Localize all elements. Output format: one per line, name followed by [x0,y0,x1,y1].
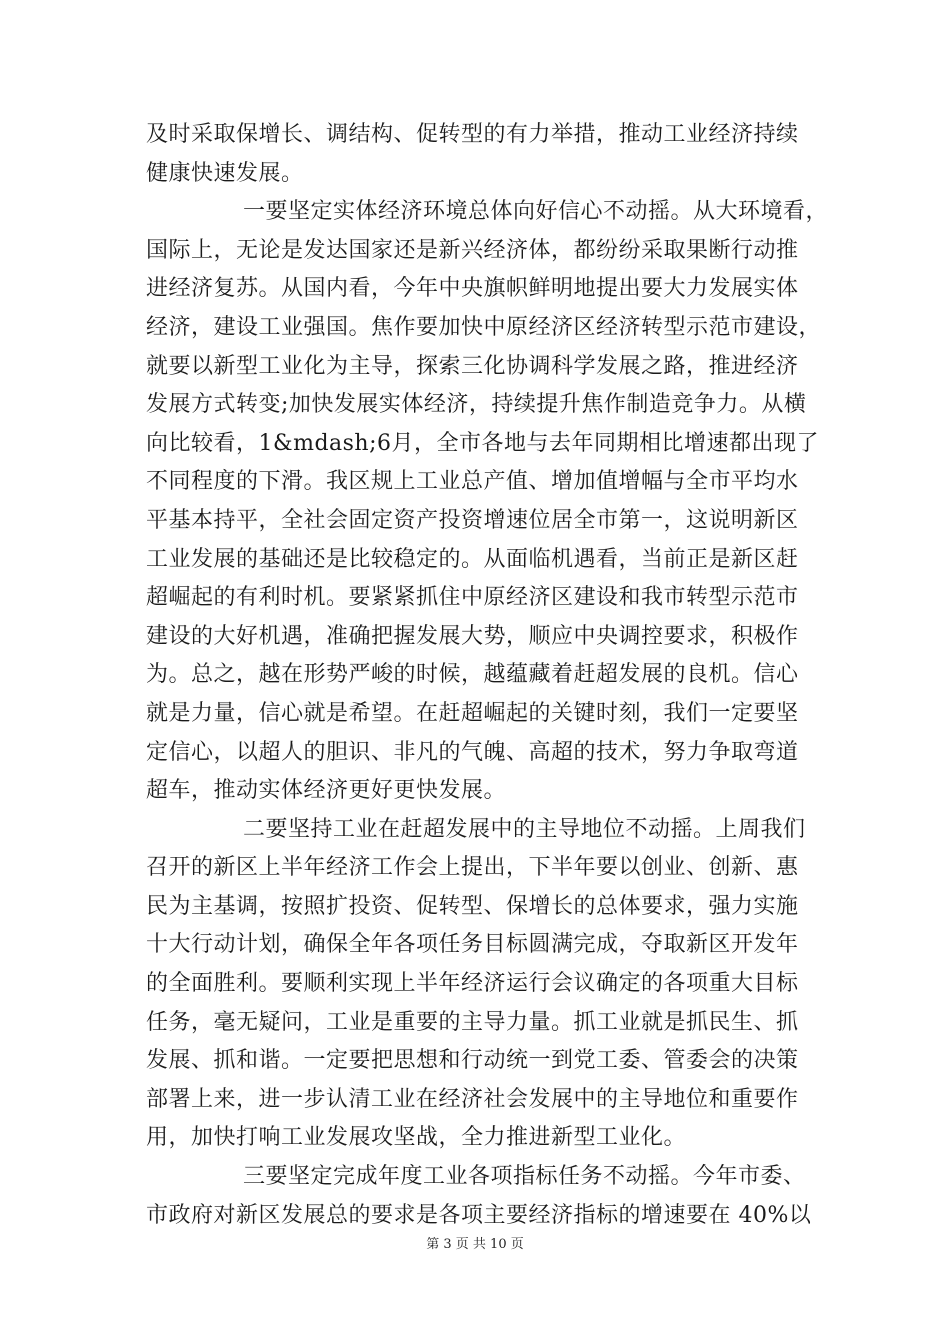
text-line: 召开的新区上半年经济工作会上提出，下半年要以创业、创新、惠 [146,855,799,881]
text-line: 向比较看，1&mdash;6月，全市各地与去年同期相比增速都出现了 [146,430,820,456]
text-line: 十大行动计划，确保全年各项任务目标圆满完成，夺取新区开发年 [146,932,799,958]
text-line-first: 三要坚定完成年度工业各项指标任务不动摇。今年市委、 [243,1164,806,1190]
text-line-first: 一要坚定实体经济环境总体向好信心不动摇。从大环境看， [243,199,829,225]
text-line: 市政府对新区发展总的要求是各项主要经济指标的增速要在 40%以 [146,1202,812,1228]
paragraph-continuation [146,116,806,193]
text-line: 健康快速发展。 [146,160,304,186]
page-number-indicator: 第 3 页 共 10 页 [426,1237,524,1252]
text-line: 建设的大好机遇，准确把握发展大势，顺应中央调控要求，积极作 [146,623,799,649]
text-line: 民为主基调，按照扩投资、促转型、保增长的总体要求，强力实施 [146,893,799,919]
text-line: 就要以新型工业化为主导，探索三化协调科学发展之路，推进经济 [146,353,799,379]
text-line: 及时采取保增长、调结构、促转型的有力举措，推动工业经济持续 [146,122,799,147]
text-line: 的全面胜利。要顺利实现上半年经济运行会议确定的各项重大目标 [146,971,799,997]
text-line: 用，加快打响工业发展攻坚战，全力推进新型工业化。 [146,1125,687,1151]
text-line: 发展方式转变;加快发展实体经济，持续提升焦作制造竞争力。从横 [146,392,807,418]
text-line: 国际上，无论是发达国家还是新兴经济体，都纷纷采取果断行动推 [146,237,799,263]
text-line-first: 二要坚持工业在赶超发展中的主导地位不动摇。上周我们 [243,816,806,842]
page-footer [0,1233,950,1252]
text-line: 工业发展的基础还是比较稳定的。从面临机遇看，当前正是新区赶 [146,546,799,572]
text-line: 任务，毫无疑问，工业是重要的主导力量。抓工业就是抓民生、抓 [146,1009,799,1035]
text-line: 就是力量，信心就是希望。在赶超崛起的关键时刻，我们一定要坚 [146,700,799,726]
text-line: 定信心，以超人的胆识、非凡的气魄、高超的技术，努力争取弯道 [146,739,799,765]
document-body [146,116,829,1235]
text-line: 不同程度的下滑。我区规上工业总产值、增加值增幅与全市平均水 [146,469,799,495]
text-line: 超车，推动实体经济更好更快发展。 [146,778,507,804]
paragraph-point-two [146,811,806,1158]
text-line: 经济，建设工业强国。焦作要加快中原经济区经济转型示范市建设， [146,314,822,340]
text-line: 超崛起的有利时机。要紧紧抓住中原经济区建设和我市转型示范市 [146,585,799,611]
paragraph-point-one [146,193,829,811]
text-line: 为。总之，越在形势严峻的时候，越蕴藏着赶超发展的良机。信心 [146,662,799,688]
text-line: 进经济复苏。从国内看，今年中央旗帜鲜明地提出要大力发展实体 [146,276,799,302]
text-line: 部署上来，进一步认清工业在经济社会发展中的主导地位和重要作 [146,1086,799,1112]
text-line: 发展、抓和谐。一定要把思想和行动统一到党工委、管委会的决策 [146,1048,799,1074]
paragraph-point-three [146,1158,812,1235]
text-line: 平基本持平，全社会固定资产投资增速位居全市第一，这说明新区 [146,507,799,533]
